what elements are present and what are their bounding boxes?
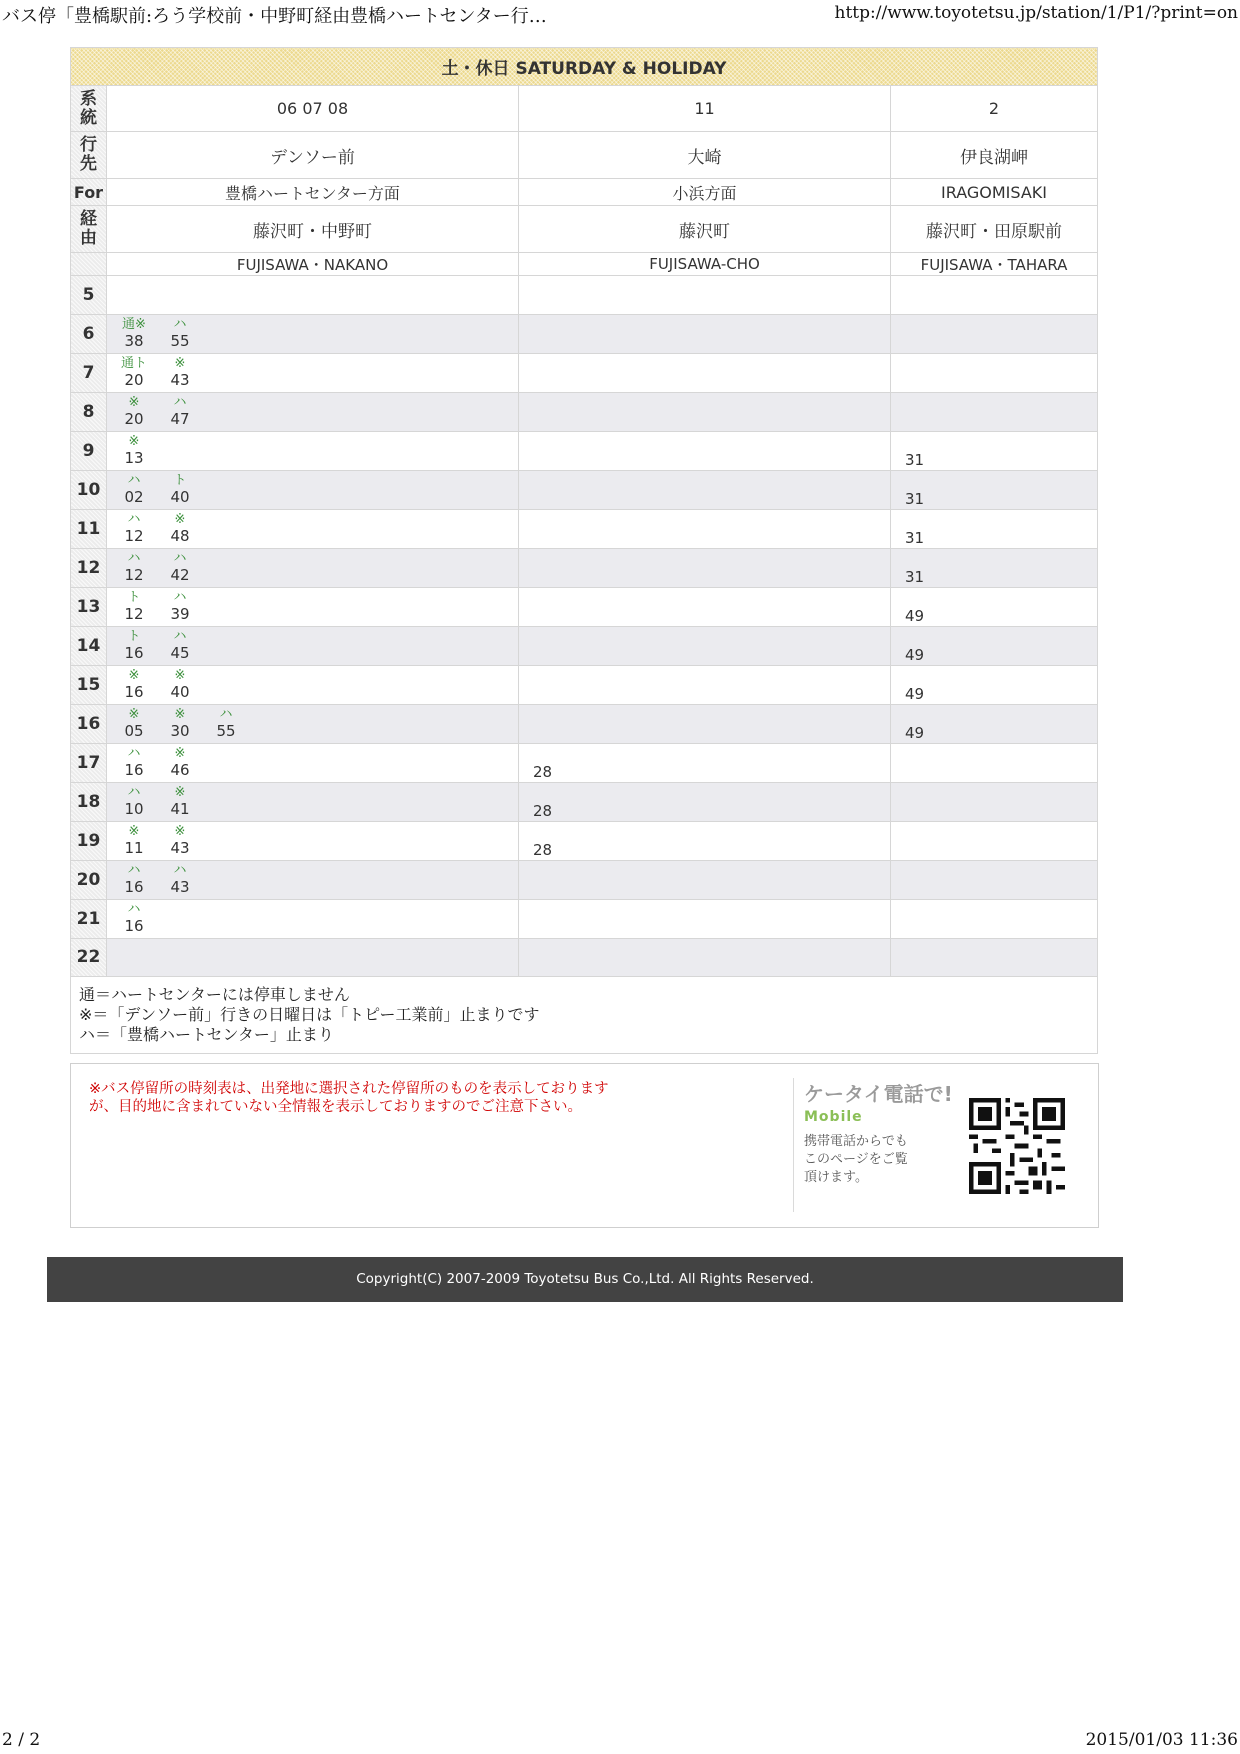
departure-minute: 49 bbox=[905, 724, 925, 742]
departure bbox=[165, 356, 195, 390]
hour-row bbox=[71, 354, 1098, 393]
departure-mark: ハ bbox=[127, 902, 141, 917]
hour-row bbox=[71, 822, 1098, 861]
departures-cell bbox=[107, 276, 519, 315]
departure-mark: ハ bbox=[127, 785, 141, 800]
departures-cell bbox=[519, 666, 891, 705]
departures-cell bbox=[519, 783, 891, 822]
departures-cell bbox=[107, 705, 519, 744]
departure-minute: 38 bbox=[124, 332, 144, 350]
legend-note: ※＝「デンソー前」行きの日曜日は「トピー工業前」止まりです bbox=[79, 1005, 540, 1024]
via: 藤沢町・田原駅前 bbox=[891, 206, 1098, 253]
hour-label: 7 bbox=[71, 354, 107, 393]
departures-cell bbox=[519, 471, 891, 510]
qr-code-icon bbox=[969, 1098, 1065, 1194]
hour-row bbox=[71, 510, 1098, 549]
mobile-promo bbox=[793, 1078, 953, 1212]
departure-minute: 55 bbox=[216, 722, 236, 740]
destination: 伊良湖岬 bbox=[891, 132, 1098, 179]
departure-mark: ※ bbox=[128, 707, 140, 722]
departure-mark: ※ bbox=[174, 824, 186, 839]
hour-row bbox=[71, 900, 1098, 939]
departure-mark: ※ bbox=[174, 785, 186, 800]
departures-cell bbox=[519, 939, 891, 977]
departure-mark: ※ bbox=[174, 356, 186, 371]
warning-text bbox=[89, 1080, 609, 1116]
departure bbox=[165, 629, 195, 663]
departures-cell bbox=[891, 510, 1098, 549]
via-roman: FUJISAWA・NAKANO bbox=[107, 253, 519, 276]
direction: 豊橋ハートセンター方面 bbox=[107, 179, 519, 206]
via-roman: FUJISAWA・TAHARA bbox=[891, 253, 1098, 276]
departure-minute: 28 bbox=[533, 802, 553, 820]
departure-mark: ※ bbox=[128, 824, 140, 839]
departure-mark: ハ bbox=[127, 863, 141, 878]
departure-mark: ト bbox=[127, 629, 141, 644]
departures-cell bbox=[519, 354, 891, 393]
departures-cell bbox=[891, 315, 1098, 354]
departure-mark: ハ bbox=[127, 512, 141, 527]
departure-minute: 43 bbox=[170, 371, 190, 389]
departure bbox=[119, 473, 149, 507]
departures-cell bbox=[107, 822, 519, 861]
departure bbox=[119, 590, 149, 624]
hour-label: 10 bbox=[71, 471, 107, 510]
departures-cell bbox=[891, 666, 1098, 705]
departure-mark: ハ bbox=[173, 551, 187, 566]
departure-minute: 12 bbox=[124, 566, 144, 584]
departures-cell bbox=[107, 783, 519, 822]
departure bbox=[119, 317, 149, 351]
departures-cell bbox=[519, 315, 891, 354]
departure bbox=[165, 707, 195, 741]
departures-cell bbox=[107, 510, 519, 549]
departure-mark: ハ bbox=[173, 629, 187, 644]
departure-minute: 11 bbox=[124, 839, 144, 857]
route-label: 系統 bbox=[71, 86, 107, 132]
departure-minute: 55 bbox=[170, 332, 190, 350]
departures-cell bbox=[891, 705, 1098, 744]
hour-row bbox=[71, 783, 1098, 822]
departure-minute: 20 bbox=[124, 410, 144, 428]
departures-cell bbox=[891, 627, 1098, 666]
departure bbox=[165, 785, 195, 819]
departure bbox=[165, 512, 195, 546]
departure-mark: ※ bbox=[174, 512, 186, 527]
departures-cell bbox=[107, 549, 519, 588]
departure-minute: 46 bbox=[170, 761, 190, 779]
mobile-desc-line: このページをご覧 bbox=[804, 1152, 908, 1167]
departures-cell bbox=[107, 900, 519, 939]
departure-minute: 02 bbox=[124, 488, 144, 506]
departure-mark: ト bbox=[127, 590, 141, 605]
hour-label: 12 bbox=[71, 549, 107, 588]
departure-mark: ハ bbox=[173, 590, 187, 605]
departure-mark: ※ bbox=[128, 395, 140, 410]
departures-cell bbox=[891, 549, 1098, 588]
departures-cell bbox=[107, 393, 519, 432]
departures-cell bbox=[107, 354, 519, 393]
departures-cell bbox=[107, 939, 519, 977]
departure-minute: 49 bbox=[905, 646, 925, 664]
hour-row bbox=[71, 432, 1098, 471]
departures-cell bbox=[107, 471, 519, 510]
departures-cell bbox=[107, 627, 519, 666]
departure-minute: 10 bbox=[124, 800, 144, 818]
departure-mark: ※ bbox=[174, 668, 186, 683]
departures-cell bbox=[107, 588, 519, 627]
departure-minute: 16 bbox=[124, 878, 144, 896]
departure-minute: 45 bbox=[170, 644, 190, 662]
hour-row bbox=[71, 471, 1098, 510]
departure-mark: ※ bbox=[174, 746, 186, 761]
departures-cell bbox=[519, 900, 891, 939]
hour-rows bbox=[71, 276, 1098, 977]
legend-note: ハ＝「豊橋ハートセンター」止まり bbox=[79, 1025, 334, 1044]
departure-mark: ※ bbox=[128, 434, 140, 449]
legend-note: 通＝ハートセンターには停車しません bbox=[79, 985, 350, 1004]
site-footer: Copyright(C) 2007-2009 Toyotetsu Bus Co.,Ltd. All Rights Reserved. bbox=[47, 1257, 1123, 1302]
timetable-title: 土・休日 SATURDAY & HOLIDAY bbox=[71, 48, 1098, 86]
hour-label: 11 bbox=[71, 510, 107, 549]
hour-row bbox=[71, 627, 1098, 666]
departures-cell bbox=[107, 861, 519, 900]
departure-minute: 12 bbox=[124, 605, 144, 623]
departures-cell bbox=[891, 471, 1098, 510]
hour-row bbox=[71, 666, 1098, 705]
departure bbox=[119, 785, 149, 819]
hour-row bbox=[71, 588, 1098, 627]
departures-cell bbox=[891, 939, 1098, 977]
hour-row bbox=[71, 549, 1098, 588]
departure bbox=[165, 317, 195, 351]
departure-minute: 43 bbox=[170, 878, 190, 896]
departures-cell bbox=[891, 861, 1098, 900]
hour-row bbox=[71, 705, 1098, 744]
hour-label: 19 bbox=[71, 822, 107, 861]
departures-cell bbox=[891, 744, 1098, 783]
warning-line: ※バス停留所の時刻表は、出発地に選択された停留所のものを表示しております bbox=[89, 1081, 609, 1097]
departure-minute: 30 bbox=[170, 722, 190, 740]
mobile-desc-line: 携帯電話からでも bbox=[804, 1134, 908, 1149]
departures-cell bbox=[519, 627, 891, 666]
departure bbox=[119, 668, 149, 702]
departure-minute: 41 bbox=[170, 800, 190, 818]
departure bbox=[165, 668, 195, 702]
departures-cell bbox=[519, 705, 891, 744]
departure bbox=[165, 746, 195, 780]
departure-minute: 31 bbox=[905, 451, 925, 469]
departures-cell bbox=[519, 549, 891, 588]
departure bbox=[165, 590, 195, 624]
departure-minute: 49 bbox=[905, 685, 925, 703]
hour-label: 20 bbox=[71, 861, 107, 900]
departure-mark: ト bbox=[173, 473, 187, 488]
departure-minute: 31 bbox=[905, 490, 925, 508]
for-label: For bbox=[71, 179, 107, 206]
departures-cell bbox=[107, 315, 519, 354]
destination: 大崎 bbox=[519, 132, 891, 179]
departure-mark: 通※ bbox=[122, 317, 146, 332]
mobile-description bbox=[804, 1133, 928, 1187]
departure bbox=[211, 707, 241, 741]
departure bbox=[119, 434, 149, 468]
hour-label: 18 bbox=[71, 783, 107, 822]
departures-cell bbox=[891, 393, 1098, 432]
departures-cell bbox=[891, 276, 1098, 315]
departures-cell bbox=[519, 393, 891, 432]
print-datetime: 2015/01/03 11:36 bbox=[1085, 1730, 1238, 1750]
departure bbox=[119, 902, 149, 936]
departures-cell bbox=[891, 588, 1098, 627]
departure bbox=[165, 473, 195, 507]
departure bbox=[165, 824, 195, 858]
departure-minute: 16 bbox=[124, 644, 144, 662]
hour-label: 14 bbox=[71, 627, 107, 666]
departure-mark: ハ bbox=[127, 746, 141, 761]
departure-mark: ハ bbox=[219, 707, 233, 722]
departure-mark: ハ bbox=[127, 473, 141, 488]
departure bbox=[119, 356, 149, 390]
route-number: 11 bbox=[519, 86, 891, 132]
departures-cell bbox=[519, 861, 891, 900]
departure bbox=[119, 395, 149, 429]
departure bbox=[119, 551, 149, 585]
page-count: 2 / 2 bbox=[2, 1730, 41, 1750]
departures-cell bbox=[107, 432, 519, 471]
departure-minute: 48 bbox=[170, 527, 190, 545]
direction: IRAGOMISAKI bbox=[891, 179, 1098, 206]
warning-line: が、目的地に含まれていない全情報を表示しておりますのでご注意下さい。 bbox=[89, 1099, 582, 1115]
departure-minute: 16 bbox=[124, 683, 144, 701]
via-roman-label bbox=[71, 253, 107, 276]
browser-page-title: バス停「豊橋駅前:ろう学校前・中野町経由豊橋ハートセンター行… bbox=[2, 6, 547, 27]
departure bbox=[119, 629, 149, 663]
destination-label: 行先 bbox=[71, 132, 107, 179]
mobile-desc-line: 頂けます。 bbox=[804, 1170, 868, 1185]
departures-cell bbox=[519, 588, 891, 627]
via-roman: FUJISAWA-CHO bbox=[519, 253, 891, 276]
via: 藤沢町・中野町 bbox=[107, 206, 519, 253]
hour-row bbox=[71, 861, 1098, 900]
info-box bbox=[70, 1063, 1099, 1228]
hour-label: 5 bbox=[71, 276, 107, 315]
hour-row bbox=[71, 393, 1098, 432]
departure-minute: 28 bbox=[533, 763, 553, 781]
departures-cell bbox=[107, 744, 519, 783]
via-label: 経由 bbox=[71, 206, 107, 253]
mobile-subtitle: Mobile bbox=[804, 1109, 863, 1125]
departure bbox=[165, 863, 195, 897]
hour-label: 13 bbox=[71, 588, 107, 627]
hour-label: 6 bbox=[71, 315, 107, 354]
departure-minute: 43 bbox=[170, 839, 190, 857]
route-number: 2 bbox=[891, 86, 1098, 132]
departure bbox=[165, 395, 195, 429]
departure bbox=[119, 863, 149, 897]
via: 藤沢町 bbox=[519, 206, 891, 253]
departure-mark: ※ bbox=[128, 668, 140, 683]
departures-cell bbox=[519, 744, 891, 783]
departure-minute: 47 bbox=[170, 410, 190, 428]
departure-minute: 40 bbox=[170, 683, 190, 701]
departure-mark: ※ bbox=[174, 707, 186, 722]
departure-mark: ハ bbox=[127, 551, 141, 566]
departures-cell bbox=[519, 276, 891, 315]
departure-minute: 13 bbox=[124, 449, 144, 467]
departures-cell bbox=[891, 354, 1098, 393]
departures-cell bbox=[891, 822, 1098, 861]
departure-minute: 42 bbox=[170, 566, 190, 584]
hour-label: 15 bbox=[71, 666, 107, 705]
departures-cell bbox=[107, 666, 519, 705]
departure-minute: 28 bbox=[533, 841, 553, 859]
departure bbox=[119, 707, 149, 741]
hour-label: 8 bbox=[71, 393, 107, 432]
departure-minute: 12 bbox=[124, 527, 144, 545]
departure bbox=[119, 512, 149, 546]
departures-cell bbox=[891, 432, 1098, 471]
hour-label: 21 bbox=[71, 900, 107, 939]
departure bbox=[119, 746, 149, 780]
departure-minute: 31 bbox=[905, 529, 925, 547]
hour-label: 22 bbox=[71, 939, 107, 977]
departure-minute: 49 bbox=[905, 607, 925, 625]
departure-mark: ハ bbox=[173, 317, 187, 332]
departure-minute: 16 bbox=[124, 761, 144, 779]
browser-url[interactable]: http://www.toyotetsu.jp/station/1/P1/?print=on bbox=[834, 3, 1238, 23]
departures-cell bbox=[519, 510, 891, 549]
hour-label: 17 bbox=[71, 744, 107, 783]
hour-row bbox=[71, 939, 1098, 977]
hour-row bbox=[71, 315, 1098, 354]
route-number: 06 07 08 bbox=[107, 86, 519, 132]
hour-row bbox=[71, 276, 1098, 315]
departure-minute: 31 bbox=[905, 568, 925, 586]
departure-mark: ハ bbox=[173, 395, 187, 410]
hour-label: 9 bbox=[71, 432, 107, 471]
destination: デンソー前 bbox=[107, 132, 519, 179]
hour-label: 16 bbox=[71, 705, 107, 744]
departures-cell bbox=[519, 822, 891, 861]
departure-minute: 40 bbox=[170, 488, 190, 506]
hour-row bbox=[71, 744, 1098, 783]
departure-mark: ハ bbox=[173, 863, 187, 878]
mobile-title: ケータイ電話で! bbox=[804, 1082, 953, 1106]
departure-minute: 16 bbox=[124, 917, 144, 935]
departure-minute: 39 bbox=[170, 605, 190, 623]
departure-mark: 通ト bbox=[120, 356, 147, 371]
timetable bbox=[70, 47, 1098, 1054]
departure bbox=[165, 551, 195, 585]
legend-notes bbox=[71, 977, 1098, 1054]
direction: 小浜方面 bbox=[519, 179, 891, 206]
departures-cell bbox=[891, 900, 1098, 939]
departure bbox=[119, 824, 149, 858]
departure-minute: 05 bbox=[124, 722, 144, 740]
departures-cell bbox=[519, 432, 891, 471]
departures-cell bbox=[891, 783, 1098, 822]
departure-minute: 20 bbox=[124, 371, 144, 389]
